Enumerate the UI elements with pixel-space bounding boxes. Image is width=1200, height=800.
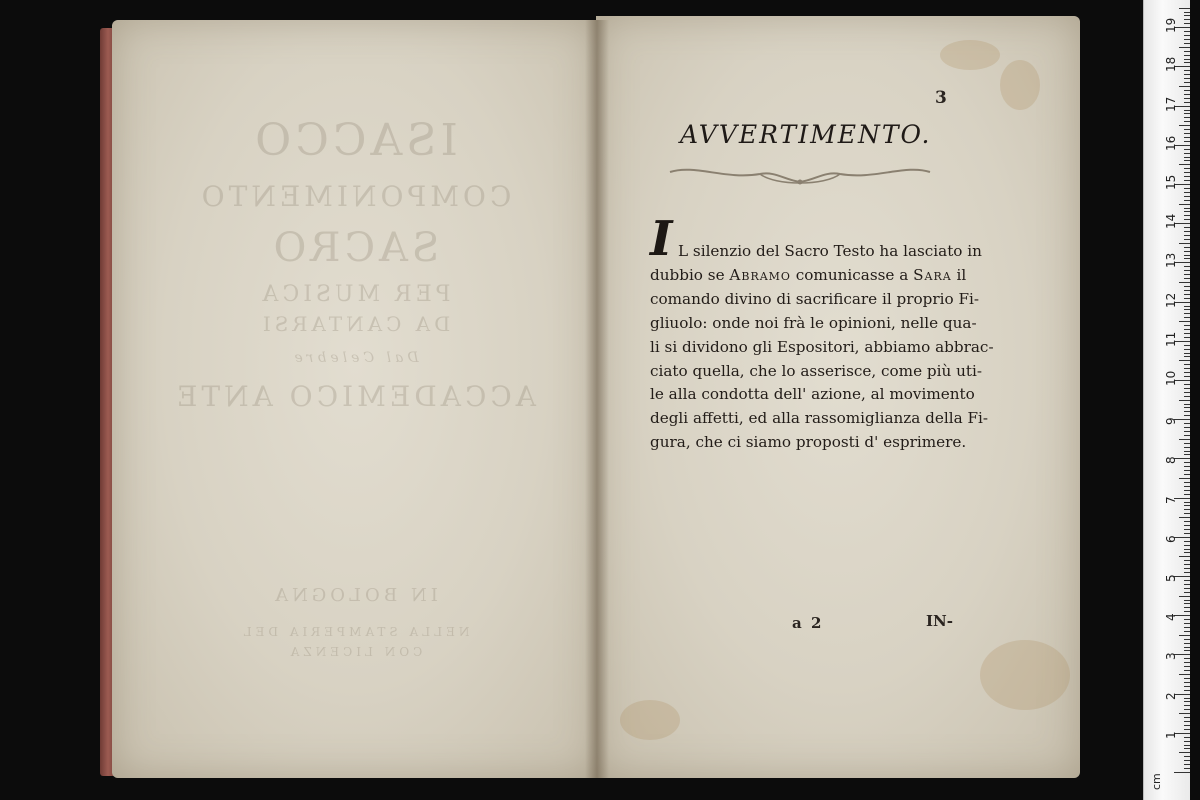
ruler-tick — [1184, 756, 1190, 757]
ruler-tick — [1179, 164, 1190, 165]
ruler-tick — [1184, 611, 1190, 612]
showthrough-line: NELLA STAMPERIA DEL — [239, 625, 470, 639]
ruler-number: 5 — [1164, 574, 1178, 582]
ruler-tick — [1184, 55, 1190, 56]
ruler-tick — [1184, 23, 1190, 24]
ruler-tick — [1184, 509, 1190, 510]
ruler-tick — [1184, 423, 1190, 424]
ruler-tick — [1184, 270, 1190, 271]
ruler-tick — [1184, 533, 1190, 534]
ruler-tick — [1184, 231, 1190, 232]
ruler-tick — [1179, 282, 1190, 283]
text-line: li si dividono gli Espositori, abbiamo abbrac- — [650, 337, 994, 356]
ruler-tick — [1184, 286, 1190, 287]
ruler-tick — [1184, 12, 1190, 13]
ruler-tick — [1184, 239, 1190, 240]
ruler-tick — [1184, 317, 1190, 318]
ruler-tick — [1184, 129, 1190, 130]
ruler-tick — [1184, 462, 1190, 463]
ruler-tick — [1184, 153, 1190, 154]
ruler-tick — [1184, 658, 1190, 659]
ruler-tick — [1184, 662, 1190, 663]
ruler-tick — [1184, 717, 1190, 718]
ruler-tick — [1184, 705, 1190, 706]
showthrough-line: PER MUSICA — [258, 282, 451, 307]
ruler-tick — [1184, 278, 1190, 279]
foxing-stain — [1000, 60, 1040, 110]
ruler-tick — [1179, 8, 1190, 9]
text-line: le alla condotta dell' azione, al movimento — [650, 385, 975, 404]
text-fragment: comunicasse a — [795, 265, 909, 284]
ruler-tick — [1184, 102, 1190, 103]
ruler-tick — [1184, 560, 1190, 561]
ruler-tick — [1184, 78, 1190, 79]
ruler-tick — [1184, 466, 1190, 467]
text-fragment: il — [956, 265, 967, 284]
ruler-tick — [1184, 505, 1190, 506]
ruler-tick — [1184, 15, 1190, 16]
showthrough-line: SACRO — [269, 225, 440, 271]
ruler-tick — [1184, 698, 1190, 699]
ruler-tick — [1184, 764, 1190, 765]
name-abramo: Abramo — [729, 265, 791, 284]
ruler-tick — [1184, 215, 1190, 216]
ruler-tick — [1184, 686, 1190, 687]
ruler-unit-label: cm — [1150, 773, 1163, 790]
ruler-tick — [1184, 690, 1190, 691]
ruler-tick — [1184, 208, 1190, 209]
ruler-tick — [1184, 407, 1190, 408]
ruler-tick — [1184, 70, 1190, 71]
ruler-tick — [1184, 619, 1190, 620]
book-gutter — [585, 20, 609, 778]
ruler-tick — [1184, 19, 1190, 20]
printer-signature: a 2 — [792, 614, 824, 632]
ruler-tick — [1184, 541, 1190, 542]
foxing-stain — [620, 700, 680, 740]
ruler-tick — [1184, 98, 1190, 99]
ruler-tick — [1184, 39, 1190, 40]
ruler-number: 1 — [1164, 731, 1178, 739]
ruler-tick — [1184, 356, 1190, 357]
ruler-tick — [1184, 650, 1190, 651]
ruler-number: 16 — [1164, 135, 1178, 151]
ruler-tick — [1184, 427, 1190, 428]
ruler-tick — [1184, 200, 1190, 201]
ruler-tick — [1184, 137, 1190, 138]
ruler-tick — [1184, 627, 1190, 628]
ruler-tick — [1184, 74, 1190, 75]
ruler-number: 7 — [1164, 495, 1178, 504]
ruler-tick — [1184, 196, 1190, 197]
ruler-tick — [1184, 588, 1190, 589]
ruler-tick — [1184, 482, 1190, 483]
ruler-tick — [1184, 396, 1190, 397]
ruler-tick — [1184, 94, 1190, 95]
ruler-tick — [1184, 768, 1190, 769]
ruler-tick — [1184, 623, 1190, 624]
text-line: gliuolo: onde noi frà le opinioni, nelle qua- — [650, 313, 977, 332]
showthrough-line: DA CANTARSI — [258, 312, 451, 336]
ruler-number: 13 — [1164, 253, 1178, 269]
ruler-tick — [1184, 258, 1190, 259]
ruler-tick — [1184, 443, 1190, 444]
ruler-tick — [1179, 478, 1190, 479]
ruler-tick — [1184, 266, 1190, 267]
ruler-number: 8 — [1164, 456, 1178, 465]
ruler-tick — [1184, 603, 1190, 604]
ruler-tick — [1184, 141, 1190, 142]
ruler-number: 4 — [1164, 613, 1178, 622]
foxing-stain — [980, 640, 1070, 710]
drop-cap: I — [650, 211, 673, 267]
ruler-tick — [1179, 556, 1190, 557]
ruler-tick — [1184, 298, 1190, 299]
ruler-tick — [1184, 600, 1190, 601]
ruler-tick — [1184, 745, 1190, 746]
showthrough-line: COMPONIMENTO — [197, 180, 512, 213]
showthrough-line: ACCADEMICO ANTE — [172, 380, 537, 413]
ruler-number: 15 — [1164, 174, 1178, 190]
ruler-tick — [1179, 125, 1190, 126]
ruler-tick — [1184, 388, 1190, 389]
ruler-tick — [1184, 451, 1190, 452]
ruler-tick — [1184, 447, 1190, 448]
ruler-number: 17 — [1164, 96, 1178, 112]
ruler-tick — [1184, 709, 1190, 710]
ruler-tick — [1184, 333, 1190, 334]
ruler-tick — [1184, 404, 1190, 405]
ruler-number: 12 — [1164, 292, 1178, 308]
ruler-tick — [1184, 666, 1190, 667]
ruler-tick — [1184, 474, 1190, 475]
text-line: comando divino di sacrificare il proprio Fi- — [650, 289, 980, 308]
ruler-tick — [1184, 329, 1190, 330]
ruler-tick — [1184, 43, 1190, 44]
ruler-tick — [1179, 400, 1190, 401]
ruler-tick — [1184, 376, 1190, 377]
ruler-tick — [1184, 568, 1190, 569]
ruler-tick — [1184, 345, 1190, 346]
text-fragment: dubbio se — [650, 265, 725, 284]
ruler-tick — [1184, 415, 1190, 416]
ruler-tick — [1184, 35, 1190, 36]
ruler-tick — [1184, 337, 1190, 338]
ruler-tick — [1184, 117, 1190, 118]
ruler-tick — [1184, 701, 1190, 702]
ruler-tick — [1184, 349, 1190, 350]
ruler-number: 2 — [1164, 691, 1178, 700]
ruler-tick — [1179, 321, 1190, 322]
ruler-tick — [1184, 490, 1190, 491]
text-line: L silenzio del Sacro Testo ha lasciato in — [678, 242, 982, 260]
ruler-tick — [1184, 572, 1190, 573]
ruler-tick — [1184, 353, 1190, 354]
ruler-tick — [1184, 157, 1190, 158]
ruler-tick — [1184, 580, 1190, 581]
page-title: AVVERTIMENTO. — [680, 120, 932, 149]
text-line: degli affetti, ed alla rassomiglianza della Fi- — [650, 409, 989, 428]
ruler-tick — [1184, 454, 1190, 455]
ruler-tick — [1179, 360, 1190, 361]
body-paragraph — [650, 240, 994, 455]
ruler-tick — [1179, 204, 1190, 205]
ruler-tick — [1184, 584, 1190, 585]
ruler-number: 11 — [1164, 331, 1178, 347]
ruler-tick — [1184, 290, 1190, 291]
ruler-tick — [1184, 502, 1190, 503]
ruler-number: 14 — [1164, 213, 1178, 230]
ruler-tick — [1184, 149, 1190, 150]
ruler-tick — [1184, 176, 1190, 177]
ruler-tick — [1184, 678, 1190, 679]
ruler-tick — [1184, 59, 1190, 60]
ruler-tick — [1184, 368, 1190, 369]
text-line — [650, 264, 968, 288]
ruler-tick — [1184, 110, 1190, 111]
ruler-tick — [1184, 188, 1190, 189]
ruler-tick — [1184, 760, 1190, 761]
ruler-tick — [1184, 564, 1190, 565]
text-line: gura, che ci siamo proposti d' esprimere. — [650, 433, 967, 452]
ruler-tick — [1179, 86, 1190, 87]
ruler-tick — [1184, 313, 1190, 314]
ruler-tick — [1184, 294, 1190, 295]
ruler-tick — [1179, 439, 1190, 440]
ruler-tick — [1184, 133, 1190, 134]
ruler-tick — [1184, 62, 1190, 63]
ruler-tick — [1184, 364, 1190, 365]
showthrough-line: Dal Celebre — [290, 350, 419, 366]
ruler-tick — [1184, 180, 1190, 181]
ruler-tick — [1184, 168, 1190, 169]
ruler-tick — [1184, 255, 1190, 256]
ruler-number: 19 — [1164, 17, 1178, 34]
ruler-tick — [1184, 494, 1190, 495]
ruler-tick — [1184, 682, 1190, 683]
ruler-tick — [1179, 243, 1190, 244]
ruler-number: 3 — [1164, 652, 1178, 661]
showthrough-line: IN BOLOGNA — [271, 585, 438, 606]
ruler-tick — [1184, 274, 1190, 275]
ruler-number: 18 — [1164, 57, 1178, 73]
ruler-tick — [1184, 521, 1190, 522]
ruler-tick — [1179, 752, 1190, 753]
ruler-tick — [1184, 121, 1190, 122]
ruler-tick — [1184, 113, 1190, 114]
ruler-tick — [1184, 607, 1190, 608]
ruler-tick — [1184, 309, 1190, 310]
ruler-tick — [1184, 748, 1190, 749]
ruler-tick — [1184, 545, 1190, 546]
ruler-tick — [1179, 47, 1190, 48]
ornament-divider — [665, 160, 935, 190]
ruler-tick — [1184, 486, 1190, 487]
ruler-tick — [1179, 713, 1190, 714]
ruler-tick — [1184, 647, 1190, 648]
ruler-tick — [1184, 235, 1190, 236]
ruler-tick — [1184, 549, 1190, 550]
ruler-tick — [1184, 392, 1190, 393]
ruler-tick — [1179, 596, 1190, 597]
ruler-number: 9 — [1164, 417, 1178, 426]
left-page-showthrough — [112, 20, 597, 778]
ruler-tick — [1184, 31, 1190, 32]
ruler-tick — [1184, 51, 1190, 52]
ruler-tick — [1184, 247, 1190, 248]
showthrough-line: CON LICENZA — [286, 645, 423, 659]
ruler-tick — [1184, 211, 1190, 212]
ruler-tick — [1179, 674, 1190, 675]
ruler-tick — [1184, 160, 1190, 161]
ruler-tick — [1184, 513, 1190, 514]
ruler-tick — [1184, 431, 1190, 432]
ruler-tick — [1184, 251, 1190, 252]
ruler-tick — [1184, 82, 1190, 83]
catchword: IN- — [926, 612, 953, 630]
ruler-tick — [1184, 219, 1190, 220]
ruler-tick — [1184, 192, 1190, 193]
ruler-tick — [1184, 306, 1190, 307]
ruler-tick — [1184, 592, 1190, 593]
ruler-tick — [1184, 631, 1190, 632]
ruler-tick — [1184, 435, 1190, 436]
foxing-stain — [940, 40, 1000, 70]
ruler-tick — [1184, 670, 1190, 671]
ruler-tick — [1184, 325, 1190, 326]
ruler-tick — [1184, 729, 1190, 730]
ruler-tick — [1184, 639, 1190, 640]
ruler-tick — [1184, 721, 1190, 722]
ruler-tick — [1174, 772, 1190, 773]
page-number: 3 — [935, 88, 947, 108]
text-line: ciato quella, che lo asserisce, come più uti- — [650, 361, 982, 380]
ruler-tick — [1179, 635, 1190, 636]
ruler-tick — [1184, 643, 1190, 644]
ruler-tick — [1184, 741, 1190, 742]
ruler-number: 6 — [1164, 535, 1178, 543]
ruler-tick — [1179, 517, 1190, 518]
ruler-tick — [1184, 470, 1190, 471]
showthrough-line: ISACCO — [251, 115, 458, 166]
ruler-tick — [1184, 227, 1190, 228]
ruler-tick — [1184, 525, 1190, 526]
ruler-number: 10 — [1164, 370, 1178, 386]
ruler-tick — [1184, 384, 1190, 385]
ruler-tick — [1184, 372, 1190, 373]
ruler-tick — [1184, 725, 1190, 726]
ruler-tick — [1184, 90, 1190, 91]
measuring-ruler — [1143, 0, 1190, 800]
ruler-tick — [1184, 172, 1190, 173]
ruler-tick — [1184, 552, 1190, 553]
ruler-tick — [1184, 411, 1190, 412]
name-sara: Sara — [913, 265, 952, 284]
ruler-tick — [1184, 529, 1190, 530]
ruler-tick — [1184, 737, 1190, 738]
